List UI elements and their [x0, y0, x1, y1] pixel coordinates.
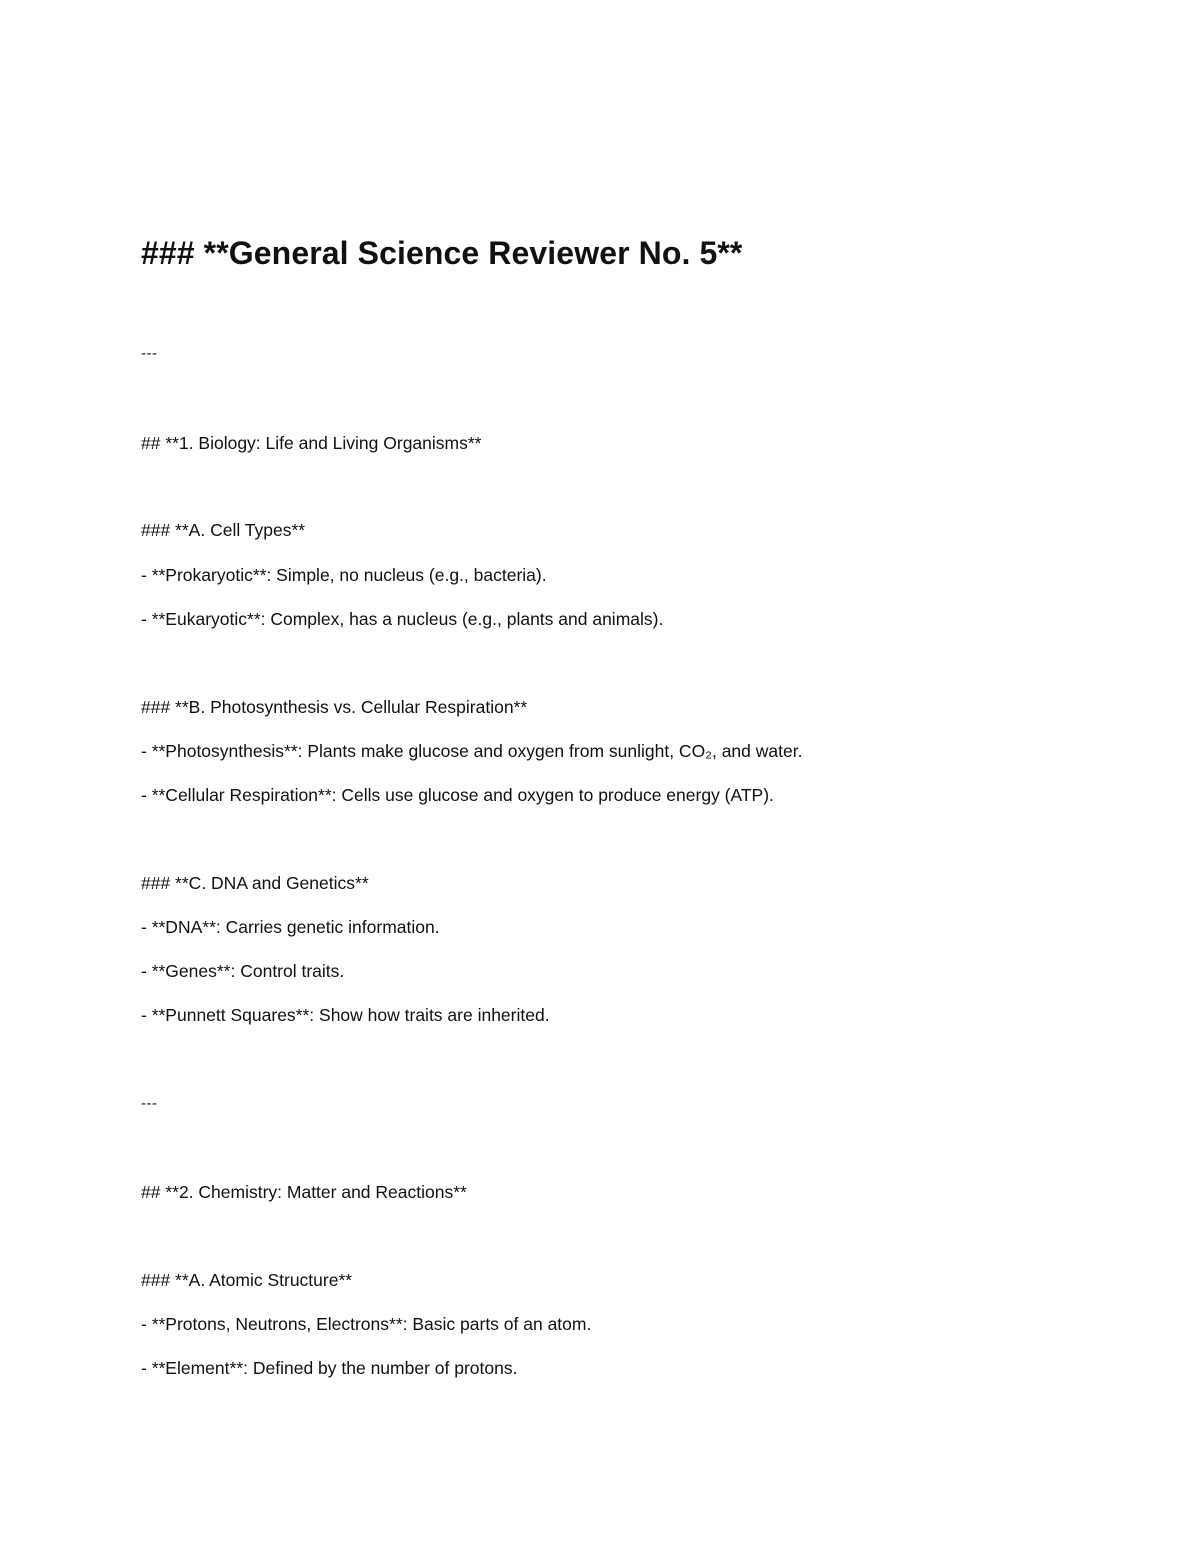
list-item-photosynthesis: - **Photosynthesis**: Plants make glucose and oxygen from sunlight, CO₂, and water.: [141, 741, 803, 761]
separator-1: ---: [141, 345, 158, 362]
list-item-punnett-squares: - **Punnett Squares**: Show how traits are inherited.: [141, 1005, 550, 1025]
section-2-heading: ## **2. Chemistry: Matter and Reactions**: [141, 1182, 467, 1202]
list-item-cellular-respiration: - **Cellular Respiration**: Cells use glucose and oxygen to produce energy (ATP).: [141, 785, 774, 805]
list-item-element: - **Element**: Defined by the number of protons.: [141, 1358, 518, 1378]
list-item-prokaryotic: - **Prokaryotic**: Simple, no nucleus (e.g., bacteria).: [141, 565, 547, 585]
section-1-sub-a-heading: ### **A. Cell Types**: [141, 520, 306, 540]
document-title: ### **General Science Reviewer No. 5**: [141, 235, 743, 271]
section-2-sub-a-heading: ### **A. Atomic Structure**: [141, 1270, 353, 1290]
list-item-genes: - **Genes**: Control traits.: [141, 961, 345, 981]
list-item-atom-parts: - **Protons, Neutrons, Electrons**: Basic parts of an atom.: [141, 1314, 592, 1334]
list-item-eukaryotic: - **Eukaryotic**: Complex, has a nucleus (e.g., plants and animals).: [141, 609, 664, 629]
section-1-sub-b-heading: ### **B. Photosynthesis vs. Cellular Respiration**: [141, 697, 528, 717]
section-1-heading: ## **1. Biology: Life and Living Organisms**: [141, 433, 482, 453]
section-1-sub-c-heading: ### **C. DNA and Genetics**: [141, 873, 369, 893]
separator-2: ---: [141, 1095, 158, 1112]
list-item-dna: - **DNA**: Carries genetic information.: [141, 917, 440, 937]
